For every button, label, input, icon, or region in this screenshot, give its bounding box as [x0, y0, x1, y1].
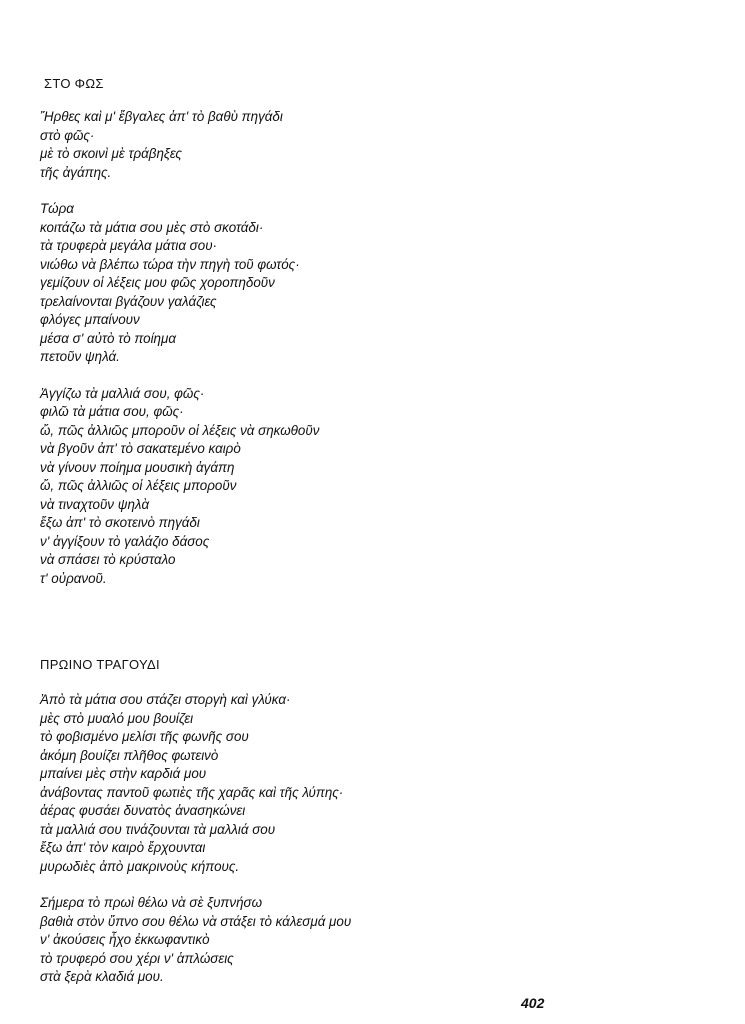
poem-line: τὰ τρυφερὰ μεγάλα μάτια σου· — [40, 238, 218, 253]
poem-proino-tragoudi — [40, 657, 351, 987]
poem-line: ἔξω ἀπ' τὸ σκοτεινὸ πηγάδι — [40, 515, 200, 530]
poem-line: τὸ φοβισμένο μελίσι τῆς φωνῆς σου — [40, 729, 249, 744]
poem-line: μὲς στὸ μυαλό μου βουίζει — [40, 710, 194, 726]
poem-line: τρελαίνονται βγάζουν γαλάζιες — [40, 293, 217, 309]
poem-line: τὰ μαλλιά σου τινάζουνται τὰ μαλλιά σου — [40, 821, 276, 837]
poem-line: μὲ τὸ σκοινὶ μὲ τράβηξες — [40, 146, 182, 161]
poem-line: στὸ φῶς· — [40, 127, 95, 143]
poem-line: φιλῶ τὰ μάτια σου, φῶς· — [40, 404, 184, 419]
poem-title: ΠΡΩΙΝΟ ΤΡΑΓΟΥΔΙ — [40, 657, 160, 672]
poem-line: φλόγες μπαίνουν — [40, 312, 140, 327]
poem-line: νὰ γίνουν ποίημα μουσικὴ ἀγάπη — [40, 459, 235, 475]
page-number: 402 — [521, 995, 545, 1011]
poem-line: ὤ, πῶς ἀλλιῶς οἱ λέξεις μποροῦν — [40, 478, 237, 493]
poem-line: νὰ τιναχτοῦν ψηλὰ — [40, 496, 150, 512]
poem-line: μέσα σ' αὐτὸ τὸ ποίημα — [40, 330, 176, 346]
poem-sto-fos — [40, 76, 319, 588]
stanza — [40, 691, 351, 876]
poem-line: πετοῦν ψηλά. — [40, 349, 120, 364]
stanza — [40, 200, 319, 367]
poem-line: κοιτάζω τὰ μάτια σου μὲς στὸ σκοτάδι· — [40, 219, 264, 235]
poem-line: νιώθω νὰ βλέπω τώρα τὴν πηγὴ τοῦ φωτός· — [40, 256, 300, 272]
poem-line: νὰ βγοῦν ἀπ' τὸ σακατεμένο καιρὸ — [40, 441, 241, 456]
poem-line: βαθιὰ στὸν ὕπνο σου θέλω νὰ στάξει τὸ κάλεσμά μου — [40, 913, 352, 929]
poem-line: τ' οὐρανοῦ. — [40, 570, 107, 586]
poem-line: νὰ σπάσει τὸ κρύσταλο — [40, 552, 176, 567]
poem-line: μπαίνει μὲς στὴν καρδιά μου — [40, 766, 207, 781]
poem-line: Σήμερα τὸ πρωὶ θέλω νὰ σὲ ξυπνήσω — [40, 895, 263, 910]
poem-line: ἀκόμη βουίζει πλῆθος φωτεινὸ — [40, 747, 219, 763]
poem-line: Ἀγγίζω τὰ μαλλιά σου, φῶς· — [40, 385, 205, 401]
poem-line: τῆς ἀγάπης. — [40, 164, 112, 180]
poem-line: ὤ, πῶς ἀλλιῶς μποροῦν οἱ λέξεις νὰ σηκωθοῦν — [40, 422, 320, 438]
poem-line: Τώρα — [40, 201, 74, 216]
poem-line: ν' ἀκούσεις ἦχο ἐκκωφαντικὸ — [40, 932, 210, 947]
poem-line: ἔξω ἀπ' τὸν καιρὸ ἔρχουνται — [40, 840, 206, 855]
poem-line: τὸ τρυφερό σου χέρι ν' ἁπλώσεις — [40, 950, 234, 966]
poem-line: ἀνάβοντας παντοῦ φωτιὲς τῆς χαρᾶς καὶ τῆς λύπης· — [40, 784, 344, 800]
poem-line: γεμίζουν οἱ λέξεις μου φῶς χοροπηδοῦν — [40, 275, 275, 290]
poem-line: ν' ἀγγίξουν τὸ γαλάζιο δάσος — [40, 533, 210, 549]
stanza — [40, 108, 319, 182]
stanza — [40, 894, 351, 987]
poem-line: ἀέρας φυσάει δυνατὸς ἀνασηκώνει — [40, 803, 246, 818]
poem-line: Ἀπὸ τὰ μάτια σου στάζει στοργὴ καὶ γλύκα· — [40, 692, 291, 707]
poem-line: μυρωδιὲς ἀπὸ μακρινοὺς κήπους. — [40, 858, 240, 874]
poem-title: ΣΤΟ ΦΩΣ — [44, 76, 104, 91]
stanza — [40, 385, 319, 589]
poem-line: στὰ ξερὰ κλαδιά μου. — [40, 969, 164, 984]
poem-line: Ἤρθες καὶ μ' ἔβγαλες ἀπ' τὸ βαθὺ πηγάδι — [40, 109, 283, 124]
